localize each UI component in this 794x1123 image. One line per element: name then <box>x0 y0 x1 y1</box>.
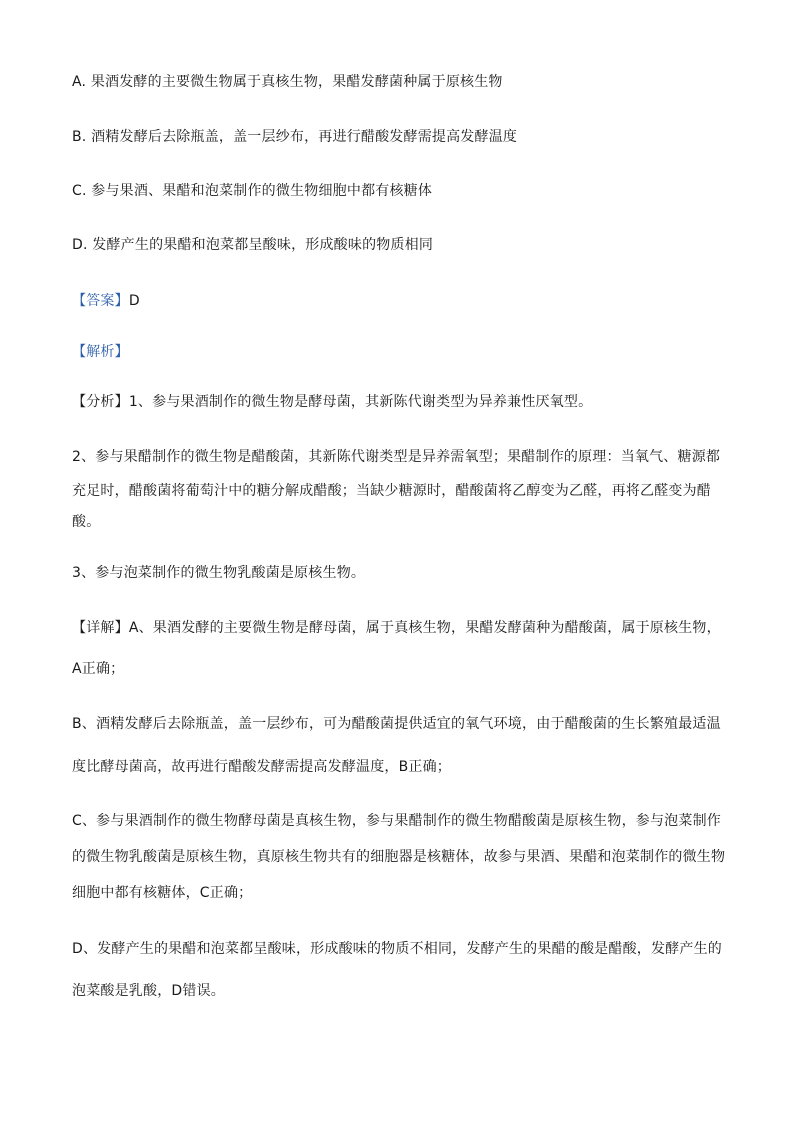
fenxi-p1-text: 1、参与果酒制作的微生物是酵母菌，其新陈代谢类型为异养兼性厌氧型。 <box>128 394 593 410</box>
answer-tag: 【答案】 <box>72 293 129 309</box>
option-a: A. 果酒发酵的主要微生物属于真核生物，果醋发酵菌种属于原核生物 <box>72 74 503 90</box>
fenxi-p2-line2: 充足时，醋酸菌将葡萄汁中的糖分解成醋酸；当缺少糖源时，醋酸菌将乙醇变为乙醛，再将乙醛变为醋 <box>72 483 711 499</box>
xiangjie-d-line1: D、发酵产生的果醋和泡菜都呈酸味，形成酸味的物质不相同，发酵产生的果醋的酸是醋酸，发酵产生的 <box>72 941 722 957</box>
xiangjie-tag: 【详解】 <box>72 620 129 636</box>
fenxi-p1 <box>72 392 592 412</box>
xiangjie-a-line2: A正确； <box>72 661 125 677</box>
fenxi-tag: 【分析】 <box>72 394 129 410</box>
xiangjie-d-line2: 泡菜酸是乳酸，D错误。 <box>72 983 225 999</box>
xiangjie-c-line3: 细胞中都有核糖体，C正确； <box>72 885 253 901</box>
xiangjie-c-line1: C、参与果酒制作的微生物酵母菌是真核生物，参与果醋制作的微生物醋酸菌是原核生物，参与泡菜制作 <box>72 813 721 829</box>
option-b: B. 酒精发酵后去除瓶盖，盖一层纱布，再进行醋酸发酵需提高发酵温度 <box>72 129 518 145</box>
answer-value: D <box>128 293 140 309</box>
fenxi-p3: 3、参与泡菜制作的微生物乳酸菌是原核生物。 <box>72 565 366 581</box>
answer-line <box>72 291 140 311</box>
analysis-heading <box>72 342 129 362</box>
analysis-tag: 【解析】 <box>72 344 129 360</box>
xiangjie-c-line2: 的微生物乳酸菌是原核生物，真原核生物共有的细胞器是核糖体，故参与果酒、果醋和泡菜制作的微生物 <box>72 849 726 865</box>
xiangjie-b-line1: B、酒精发酵后去除瓶盖，盖一层纱布，可为醋酸菌提供适宜的氧气环境，由于醋酸菌的生长繁殖最适温 <box>72 716 721 732</box>
xiangjie-a-line1-text: A、果酒发酵的主要微生物是酵母菌，属于真核生物，果醋发酵菌种为醋酸菌，属于原核生物， <box>128 620 721 636</box>
xiangjie-b-line2: 度比酵母菌高，故再进行醋酸发酵需提高发酵温度，B正确； <box>72 759 452 775</box>
option-c: C. 参与果酒、果醋和泡菜制作的微生物细胞中都有核糖体 <box>72 183 433 199</box>
option-d: D. 发酵产生的果醋和泡菜都呈酸味，形成酸味的物质相同 <box>72 237 434 253</box>
xiangjie-a-line1 <box>72 618 721 638</box>
fenxi-p2-line1: 2、参与果醋制作的微生物是醋酸菌，其新陈代谢类型是异养需氧型；果醋制作的原理：当氧气、糖源都 <box>72 449 721 465</box>
fenxi-p2-line3: 酸。 <box>72 514 101 530</box>
